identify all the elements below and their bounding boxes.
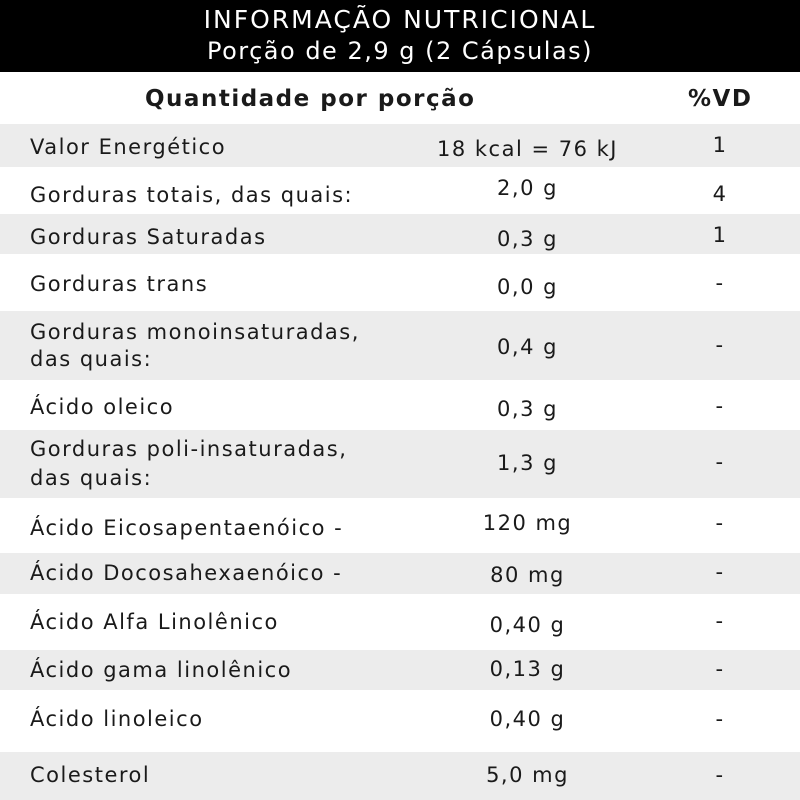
nutrient-name-line2: das quais: bbox=[30, 466, 153, 490]
table-row bbox=[0, 594, 800, 650]
nutrient-name: Valor Energético bbox=[30, 135, 227, 159]
table-row bbox=[0, 690, 800, 752]
nutrient-dv: - bbox=[715, 450, 725, 474]
nutrient-dv: - bbox=[715, 609, 725, 633]
nutrient-name: Ácido oleico bbox=[30, 395, 175, 419]
dv-column-header: %VD bbox=[688, 86, 753, 112]
nutrient-dv: - bbox=[715, 763, 725, 787]
nutrient-name: Gorduras Saturadas bbox=[30, 225, 267, 249]
nutrient-name: Ácido gama linolênico bbox=[30, 658, 293, 682]
nutrient-name: Ácido linoleico bbox=[30, 707, 204, 731]
nutrient-dv: 4 bbox=[712, 182, 728, 206]
nutrient-name: Ácido Docosahexaenóico - bbox=[30, 561, 343, 585]
nutrient-name: Colesterol bbox=[30, 763, 151, 787]
column-headers bbox=[0, 72, 800, 124]
nutrient-name: Gorduras totais, das quais: bbox=[30, 183, 354, 207]
nutrient-amount: 80 mg bbox=[490, 563, 565, 587]
table-row bbox=[0, 430, 800, 498]
nutrient-amount: 0,13 g bbox=[489, 657, 566, 681]
nutrient-dv: - bbox=[715, 271, 725, 295]
nutrient-amount: 18 kcal = 76 kJ bbox=[436, 137, 618, 161]
nutrient-amount: 5,0 mg bbox=[486, 763, 569, 787]
nutrient-amount: 0,40 g bbox=[489, 613, 566, 637]
table-header bbox=[0, 0, 800, 72]
nutrient-dv: - bbox=[715, 560, 725, 584]
nutrient-amount: 120 mg bbox=[482, 511, 573, 535]
nutrient-amount: 0,0 g bbox=[497, 275, 558, 299]
nutrient-amount: 0,3 g bbox=[497, 227, 558, 251]
nutrient-dv: 1 bbox=[712, 133, 728, 157]
table-row bbox=[0, 752, 800, 800]
table-row bbox=[0, 311, 800, 380]
nutrient-dv: - bbox=[715, 511, 725, 535]
nutrient-name-line1: Gorduras poli-insaturadas, bbox=[30, 437, 348, 461]
nutrient-name: Ácido Eicosapentaenóico - bbox=[30, 516, 344, 540]
table-title: INFORMAÇÃO NUTRICIONAL bbox=[203, 5, 597, 34]
nutrient-name-line2: das quais: bbox=[30, 347, 153, 371]
nutrient-dv: - bbox=[715, 707, 725, 731]
nutrient-amount: 1,3 g bbox=[497, 451, 558, 475]
nutrient-amount: 0,3 g bbox=[497, 397, 558, 421]
quantity-column-header: Quantidade por porção bbox=[145, 86, 476, 112]
table-row bbox=[0, 254, 800, 311]
table-row bbox=[0, 124, 800, 167]
table-row bbox=[0, 167, 800, 214]
table-row bbox=[0, 214, 800, 254]
table-row bbox=[0, 498, 800, 553]
table-row bbox=[0, 650, 800, 690]
nutrient-name: Gorduras trans bbox=[30, 272, 209, 296]
nutrient-dv: - bbox=[715, 333, 725, 357]
nutrient-dv: - bbox=[715, 657, 725, 681]
table-row bbox=[0, 380, 800, 430]
nutrient-dv: - bbox=[715, 394, 725, 418]
nutrient-amount: 2,0 g bbox=[497, 176, 558, 200]
nutrient-dv: 1 bbox=[712, 223, 728, 247]
nutrient-name: Ácido Alfa Linolênico bbox=[30, 610, 279, 634]
nutrient-name-line1: Gorduras monoinsaturadas, bbox=[30, 320, 360, 344]
serving-size: Porção de 2,9 g (2 Cápsulas) bbox=[206, 37, 594, 65]
nutrient-amount: 0,40 g bbox=[489, 707, 566, 731]
table-row bbox=[0, 553, 800, 594]
nutrient-amount: 0,4 g bbox=[497, 335, 558, 359]
